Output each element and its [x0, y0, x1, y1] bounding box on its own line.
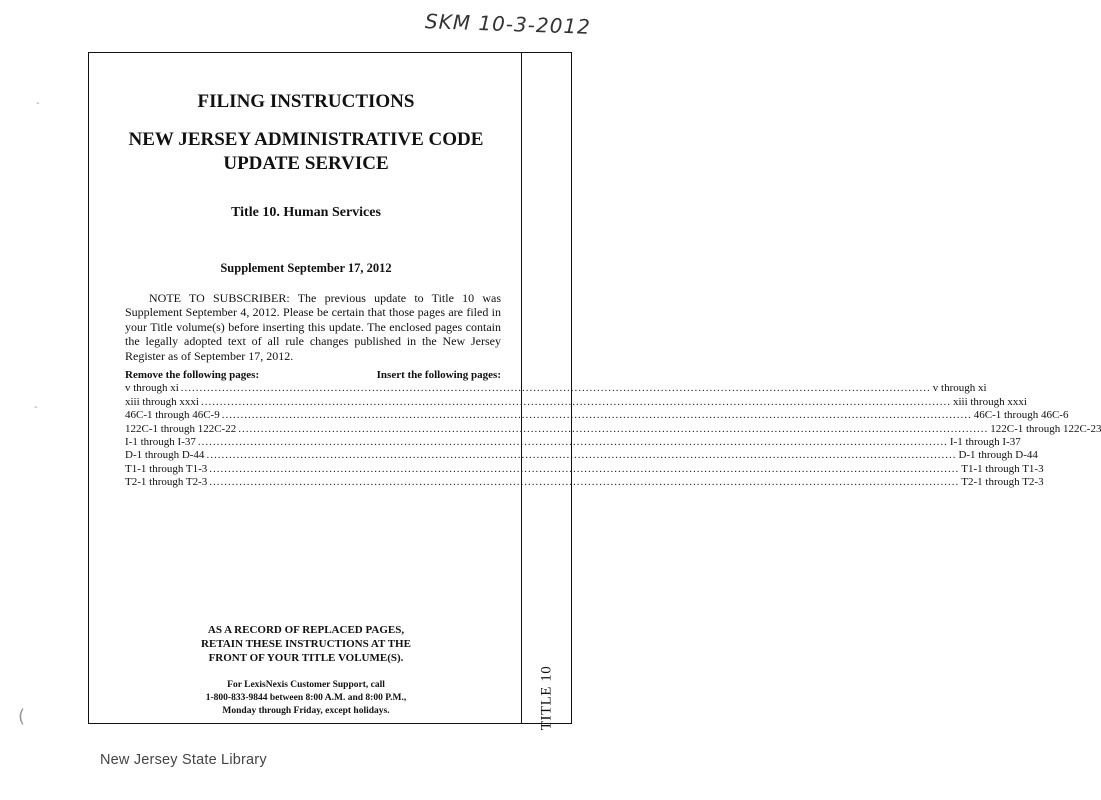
margin-speck: (	[18, 706, 26, 727]
dot-leader: ........................................................................................................................................................................................................	[238, 422, 989, 435]
record-notice-line: AS A RECORD OF REPLACED PAGES,	[207, 624, 405, 636]
remove-pages-cell: v through xi	[125, 382, 179, 395]
record-notice-line: FRONT OF YOUR TITLE VOLUME(S).	[208, 652, 404, 664]
table-row	[125, 449, 1038, 462]
instruction-sheet	[88, 52, 1101, 724]
record-notice-line: RETAIN THESE INSTRUCTIONS AT THE	[201, 638, 411, 650]
remove-pages-cell: T2-1 through T2-3	[125, 476, 208, 489]
remove-pages-cell: 46C-1 through 46C-9	[125, 409, 220, 422]
table-row	[125, 462, 1044, 476]
remove-pages-cell: I-1 through I-37	[125, 436, 196, 449]
remove-pages-cell: xiii through xxxi	[125, 395, 199, 408]
library-stamp: New Jersey State Library	[100, 752, 267, 768]
pages-table	[125, 369, 1101, 490]
support-line: 1-800-833-9844 between 8:00 A.M. and 8:00 P.M.,	[205, 693, 407, 703]
table-row	[125, 422, 1101, 436]
remove-pages-cell: D-1 through D-44	[125, 449, 205, 462]
table-row	[125, 476, 1044, 489]
insert-pages-header: Insert the following pages:	[376, 369, 501, 381]
pages-table-body	[125, 382, 1101, 489]
dot-leader: ........................................................................................................................................................................................................	[209, 462, 960, 475]
insert-pages-cell: D-1 through D-44	[958, 449, 1038, 462]
table-row	[125, 395, 1027, 409]
dot-leader: ........................................................................................................................................................................................................	[180, 382, 931, 395]
page-title: FILING INSTRUCTIONS	[197, 91, 415, 112]
handwritten-annotation: SKM 10-3-2012	[424, 9, 592, 39]
dot-leader: ........................................................................................................................................................................................................	[200, 395, 951, 408]
support-line: Monday through Friday, except holidays.	[222, 706, 390, 716]
code-name-line-1: NEW JERSEY ADMINISTRATIVE CODE	[128, 129, 484, 150]
title-tab-label: TITLE 10	[538, 665, 555, 731]
remove-pages-cell: T1-1 through T1-3	[125, 462, 208, 475]
insert-pages-cell: T2-1 through T2-3	[961, 476, 1044, 489]
insert-pages-cell: T1-1 through T1-3	[961, 462, 1044, 475]
remove-pages-cell: 122C-1 through 122C-22	[125, 422, 237, 435]
table-row	[125, 382, 987, 395]
table-row	[125, 409, 1069, 422]
dot-leader: ........................................................................................................................................................................................................	[197, 436, 948, 449]
title-tab	[522, 52, 572, 731]
insert-pages-cell: xiii through xxxi	[952, 395, 1027, 408]
dot-leader: ........................................................................................................................................................................................................	[209, 476, 960, 489]
support-line: For LexisNexis Customer Support, call	[227, 680, 385, 690]
margin-speck: -	[36, 98, 40, 109]
title-heading: Title 10. Human Services	[231, 205, 381, 220]
customer-support-info	[89, 679, 523, 718]
insert-pages-cell: v through xi	[932, 382, 987, 395]
table-row	[125, 436, 1021, 449]
record-notice	[89, 623, 523, 665]
insert-pages-cell: 122C-1 through 122C-23	[990, 422, 1101, 435]
dot-leader: ........................................................................................................................................................................................................	[206, 449, 957, 462]
code-name-line-2: UPDATE SERVICE	[223, 153, 389, 174]
subscriber-note: NOTE TO SUBSCRIBER: The previous update to Title 10 was Supplement September 4, 2012. Please be certain that those pages are filed in your Title volume(s) before inserting this update. The enclosed pages contain the legally adopted text of all rule changes published in the New Jersey Register as of September 17, 2012.	[125, 291, 501, 363]
remove-pages-header: Remove the following pages:	[125, 369, 260, 381]
dot-leader: ........................................................................................................................................................................................................	[221, 409, 972, 422]
insert-pages-cell: 46C-1 through 46C-6	[973, 409, 1069, 422]
pages-table-header	[125, 369, 501, 382]
supplement-date: Supplement September 17, 2012	[220, 261, 392, 275]
insert-pages-cell: I-1 through I-37	[949, 436, 1021, 449]
margin-speck: -	[34, 402, 38, 413]
